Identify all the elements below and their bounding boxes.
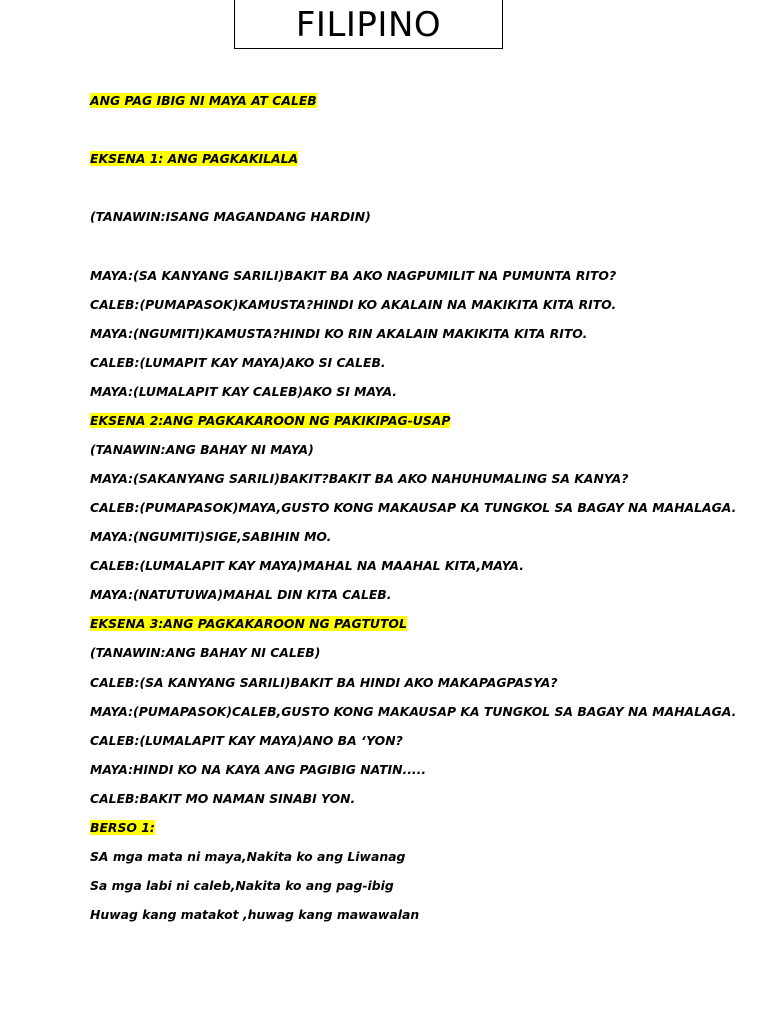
line-text: MAYA:(NGUMITI)SIGE,SABIHIN MO. bbox=[90, 529, 332, 544]
dialogue-line bbox=[90, 587, 391, 603]
line-text: CALEB:BAKIT MO NAMAN SINABI YON. bbox=[90, 791, 356, 806]
line-text: CALEB:(PUMAPASOK)KAMUSTA?HINDI KO AKALAIN NA MAKIKITA KITA RITO. bbox=[90, 297, 617, 312]
dialogue-line bbox=[90, 762, 426, 778]
setting-line bbox=[90, 442, 314, 458]
dialogue-line bbox=[90, 355, 386, 371]
scene-heading-line bbox=[90, 616, 407, 632]
scene-heading-line bbox=[90, 151, 298, 167]
line-text: BERSO 1: bbox=[90, 820, 155, 835]
scene-heading-line bbox=[90, 413, 450, 429]
dialogue-line bbox=[90, 471, 628, 487]
play-title-line bbox=[90, 93, 317, 109]
dialogue-line bbox=[90, 326, 587, 342]
verse-line bbox=[90, 878, 394, 894]
verse-line bbox=[90, 849, 405, 865]
dialogue-line bbox=[90, 704, 736, 720]
line-text: EKSENA 3:ANG PAGKAKAROON NG PAGTUTOL bbox=[90, 616, 407, 631]
line-text: MAYA:HINDI KO NA KAYA ANG PAGIBIG NATIN..... bbox=[90, 762, 427, 777]
verse-line bbox=[90, 907, 419, 923]
dialogue-line bbox=[90, 529, 331, 545]
line-text: MAYA:(SA KANYANG SARILI)BAKIT BA AKO NAGPUMILIT NA PUMUNTA RITO? bbox=[90, 268, 617, 283]
line-text: Huwag kang matakot ,huwag kang mawawalan bbox=[90, 907, 420, 922]
dialogue-line bbox=[90, 297, 616, 313]
line-text: EKSENA 1: ANG PAGKAKILALA bbox=[90, 151, 299, 166]
verse-heading-line bbox=[90, 820, 155, 836]
dialogue-line bbox=[90, 500, 736, 516]
line-text: SA mga mata ni maya,Nakita ko ang Liwanag bbox=[90, 849, 406, 864]
line-text: MAYA:(NGUMITI)KAMUSTA?HINDI KO RIN AKALAIN MAKIKITA KITA RITO. bbox=[90, 326, 588, 341]
line-text: (TANAWIN:ANG BAHAY NI CALEB) bbox=[90, 645, 321, 660]
setting-line bbox=[90, 209, 371, 225]
line-text: CALEB:(PUMAPASOK)MAYA,GUSTO KONG MAKAUSAP KA TUNGKOL SA BAGAY NA MAHALAGA. bbox=[90, 500, 737, 515]
dialogue-line bbox=[90, 268, 616, 284]
line-text: MAYA:(NATUTUWA)MAHAL DIN KITA CALEB. bbox=[90, 587, 392, 602]
line-text: CALEB:(LUMAPIT KAY MAYA)AKO SI CALEB. bbox=[90, 355, 386, 370]
dialogue-line bbox=[90, 558, 524, 574]
line-text: Sa mga labi ni caleb,Nakita ko ang pag-ibig bbox=[90, 878, 394, 893]
line-text: (TANAWIN:ISANG MAGANDANG HARDIN) bbox=[90, 209, 371, 224]
line-text: (TANAWIN:ANG BAHAY NI MAYA) bbox=[90, 442, 314, 457]
line-text: ANG PAG IBIG NI MAYA AT CALEB bbox=[90, 93, 317, 108]
line-text: MAYA:(SAKANYANG SARILI)BAKIT?BAKIT BA AKO NAHUHUMALING SA KANYA? bbox=[90, 471, 629, 486]
dialogue-line bbox=[90, 791, 355, 807]
line-text: EKSENA 2:ANG PAGKAKAROON NG PAKIKIPAG-USAP bbox=[90, 413, 451, 428]
title-box bbox=[234, 0, 503, 49]
line-text: CALEB:(LUMALAPIT KAY MAYA)ANO BA ‘YON? bbox=[90, 733, 403, 748]
dialogue-line bbox=[90, 733, 403, 749]
dialogue-line bbox=[90, 384, 397, 400]
dialogue-line bbox=[90, 675, 558, 691]
document-title: FILIPINO bbox=[295, 5, 442, 45]
line-text: CALEB:(SA KANYANG SARILI)BAKIT BA HINDI AKO MAKAPAGPASYA? bbox=[90, 675, 558, 690]
line-text: MAYA:(LUMALAPIT KAY CALEB)AKO SI MAYA. bbox=[90, 384, 397, 399]
line-text: MAYA:(PUMAPASOK)CALEB,GUSTO KONG MAKAUSAP KA TUNGKOL SA BAGAY NA MAHALAGA. bbox=[90, 704, 737, 719]
line-text: CALEB:(LUMALAPIT KAY MAYA)MAHAL NA MAAHAL KITA,MAYA. bbox=[90, 558, 524, 573]
setting-line bbox=[90, 645, 320, 661]
